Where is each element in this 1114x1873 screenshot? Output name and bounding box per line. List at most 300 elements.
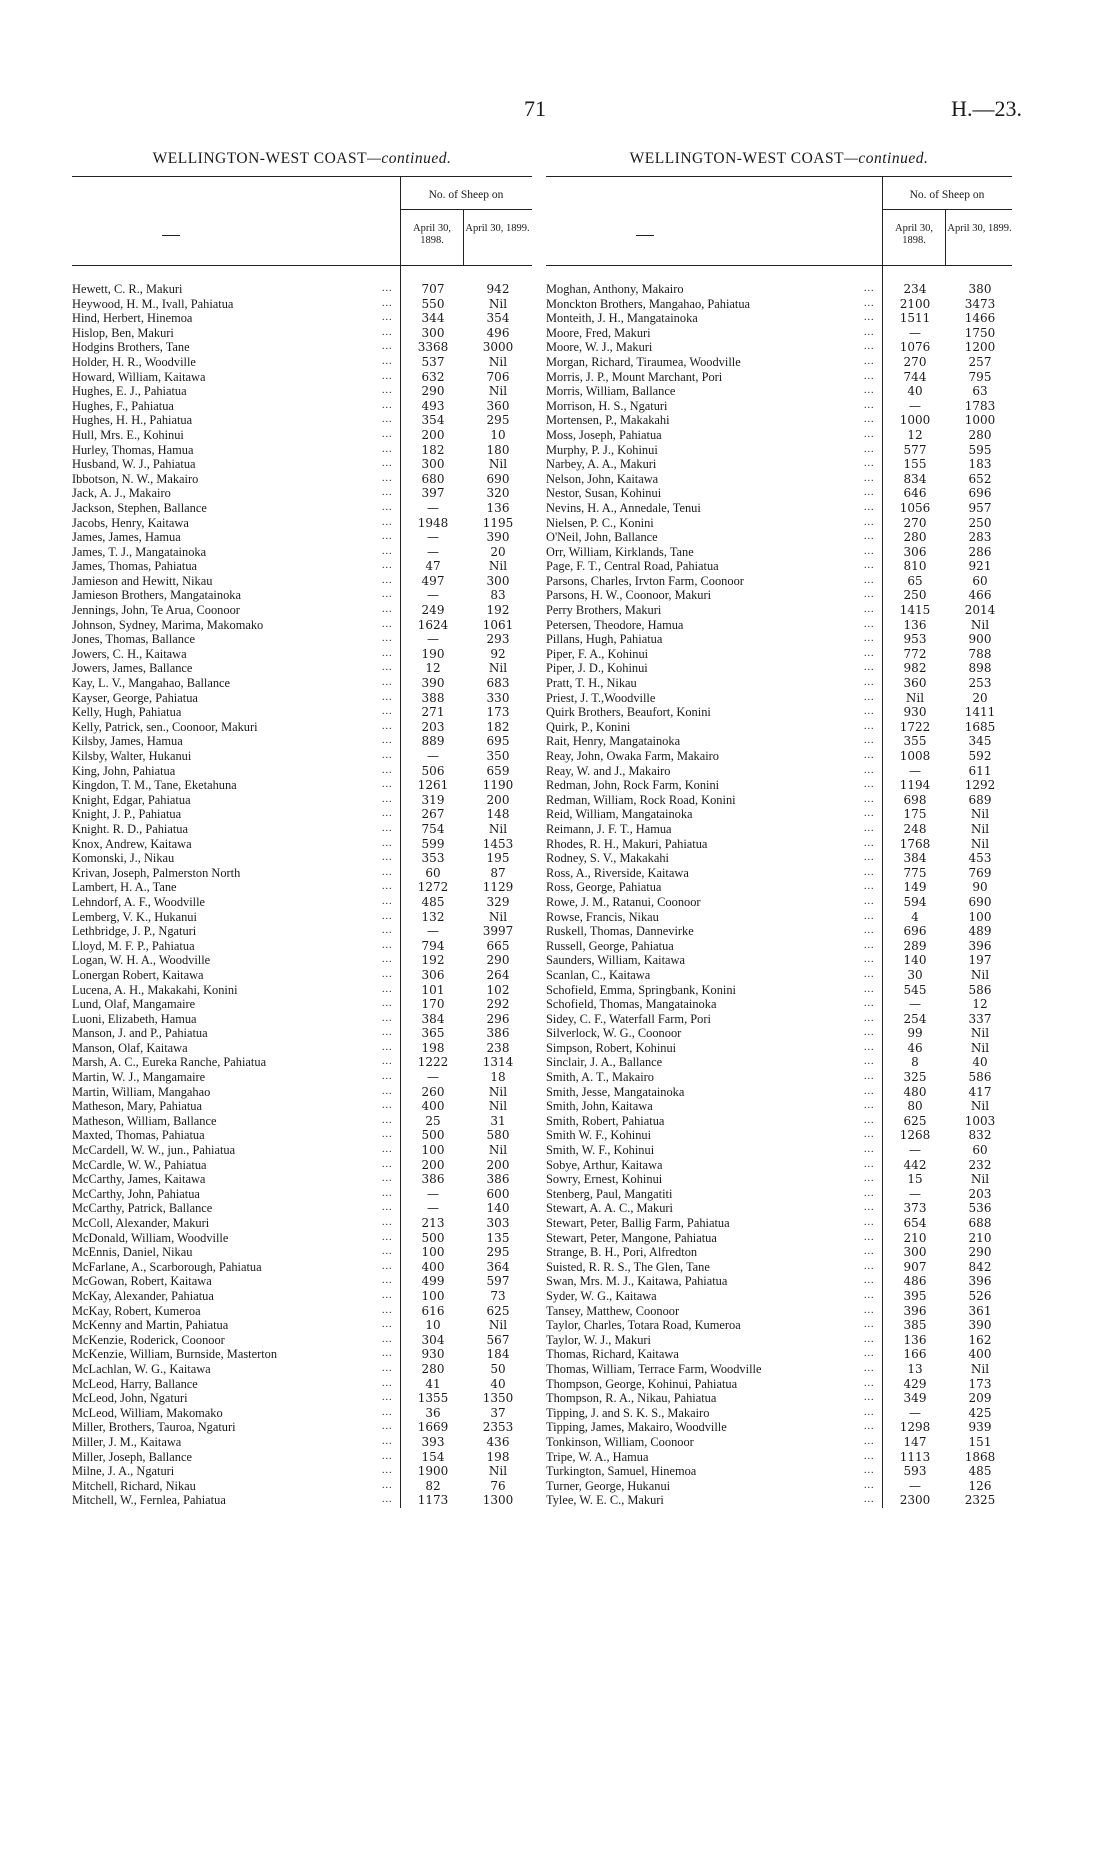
sheep-1898: 12 <box>425 661 441 676</box>
table-row <box>546 1245 1012 1260</box>
sheep-1899: 1783 <box>964 398 996 413</box>
table-row <box>546 1406 1012 1421</box>
sheep-1898: 646 <box>903 486 927 501</box>
owner-name: McLeod, Harry, Ballance <box>72 1376 198 1391</box>
leader-dots: ... <box>864 1202 875 1214</box>
owner-name: Smith, Robert, Pahiatua <box>546 1113 665 1128</box>
table-row <box>72 1245 532 1260</box>
sheep-1899: 296 <box>486 1011 510 1026</box>
sheep-1898: 442 <box>903 1157 927 1172</box>
table-row <box>72 559 532 574</box>
leader-dots: ... <box>382 866 393 878</box>
sheep-1899: 12 <box>972 997 988 1012</box>
leader-dots: ... <box>864 779 875 791</box>
leader-dots: ... <box>382 312 393 324</box>
sheep-1899: 1685 <box>964 719 996 734</box>
owner-name: Silverlock, W. G., Coonoor <box>546 1026 682 1041</box>
leader-dots: ... <box>864 1129 875 1141</box>
sheep-1899: 526 <box>968 1288 992 1303</box>
sheep-1899: 592 <box>968 749 992 763</box>
sheep-1898: 388 <box>421 690 445 705</box>
sheep-1898: 13 <box>907 1361 923 1376</box>
table-row <box>546 588 1012 603</box>
sheep-1899: 50 <box>490 1361 506 1376</box>
leader-dots: ... <box>864 998 875 1010</box>
sheep-1899: 364 <box>486 1259 510 1274</box>
table-row <box>72 983 532 998</box>
sheep-1899: Nil <box>488 821 508 836</box>
sheep-1898: 386 <box>421 1172 445 1187</box>
table-row <box>72 326 532 341</box>
leader-dots: ... <box>382 1041 393 1053</box>
owner-name: Lehndorf, A. F., Woodville <box>72 894 206 909</box>
sheep-1898: 2300 <box>899 1493 931 1508</box>
owner-name: Smith, John, Kaitawa <box>546 1099 653 1114</box>
sheep-1898: 1624 <box>417 617 449 632</box>
sheep-1898: — <box>427 1070 439 1085</box>
table-row <box>546 1143 1012 1158</box>
sheep-1898: 136 <box>903 617 927 632</box>
table-row <box>546 749 1012 764</box>
table-row <box>72 968 532 983</box>
table-row <box>72 1391 532 1406</box>
sheep-1898: 1722 <box>899 719 931 734</box>
owner-name: Tripe, W. A., Hamua <box>546 1449 649 1464</box>
leader-dots: ... <box>382 1348 393 1360</box>
owner-name: Hughes, F., Pahiatua <box>72 398 174 413</box>
sheep-1899: 2353 <box>482 1420 514 1435</box>
leader-dots: ... <box>864 1304 875 1316</box>
owner-name: Maxted, Thomas, Pahiatua <box>72 1128 205 1143</box>
leader-dots: ... <box>382 1144 393 1156</box>
sheep-1898: 210 <box>903 1230 927 1245</box>
sheep-1898: 47 <box>425 559 441 574</box>
owner-name: Hind, Herbert, Hinemoa <box>72 311 193 326</box>
owner-name: Miller, Brothers, Tauroa, Ngaturi <box>72 1420 236 1435</box>
sheep-1898: 155 <box>903 457 927 472</box>
owner-name: McCarthy, John, Pahiatua <box>72 1186 200 1201</box>
sheep-1899: 689 <box>968 792 992 807</box>
left-table-rows <box>72 282 532 1508</box>
sheep-1899: 436 <box>486 1434 510 1449</box>
sheep-1898: 99 <box>907 1026 923 1041</box>
sheep-1899: 2325 <box>964 1493 996 1508</box>
sheep-1898: 234 <box>903 282 927 296</box>
owner-name: Jacobs, Henry, Kaitawa <box>72 515 189 530</box>
owner-name: McColl, Alexander, Makuri <box>72 1216 210 1230</box>
sheep-1898: 149 <box>903 880 927 895</box>
sheep-1898: 772 <box>903 646 927 661</box>
owner-name: Schofield, Emma, Springbank, Konini <box>546 982 736 997</box>
page-number: 71 <box>524 96 546 121</box>
sheep-1899: 586 <box>968 982 992 997</box>
sheep-1898: 1298 <box>899 1420 931 1435</box>
sheep-1899: 31 <box>490 1113 506 1128</box>
sheep-1899: 92 <box>490 646 506 661</box>
leader-dots: ... <box>864 720 875 732</box>
sheep-1899: 203 <box>968 1186 992 1201</box>
table-row <box>72 1289 532 1304</box>
leader-dots: ... <box>382 793 393 805</box>
sheep-1898: 319 <box>421 792 445 807</box>
leader-dots: ... <box>864 1406 875 1418</box>
table-row <box>72 545 532 560</box>
sheep-1898: 192 <box>421 953 445 968</box>
table-row <box>72 720 532 735</box>
table-row <box>546 1318 1012 1333</box>
sheep-1898: 203 <box>421 719 445 734</box>
table-row <box>546 1085 1012 1100</box>
leader-dots: ... <box>864 750 875 761</box>
sheep-1899: 1868 <box>964 1449 996 1464</box>
sheep-1899: 536 <box>968 1201 992 1216</box>
sheep-1899: 390 <box>968 1318 992 1333</box>
sheep-1898: 696 <box>903 924 927 939</box>
owner-name: Sobye, Arthur, Kaitawa <box>546 1157 663 1172</box>
right-header-group: No. of Sheep on <box>909 189 985 201</box>
leader-dots: ... <box>382 910 393 922</box>
leader-dots: ... <box>382 998 393 1010</box>
owner-name: McDonald, William, Woodville <box>72 1230 229 1245</box>
owner-name: Reimann, J. F. T., Hamua <box>546 821 672 836</box>
sheep-1898: 260 <box>421 1084 445 1099</box>
sheep-1898: 82 <box>425 1478 441 1493</box>
sheep-1899: 180 <box>486 442 510 457</box>
sheep-1898: — <box>427 749 439 763</box>
sheep-1899: 238 <box>486 1040 510 1055</box>
table-row <box>546 1128 1012 1143</box>
leader-dots: ... <box>382 647 393 659</box>
sheep-1899: 1350 <box>482 1391 514 1406</box>
sheep-1899: 295 <box>486 1245 510 1260</box>
leader-dots: ... <box>382 1056 393 1068</box>
owner-name: Sinclair, J. A., Ballance <box>546 1055 663 1070</box>
leader-dots: ... <box>864 1027 875 1039</box>
table-row <box>72 516 532 531</box>
table-row <box>72 778 532 793</box>
table-row <box>72 1347 532 1362</box>
leader-dots: ... <box>382 1465 393 1477</box>
sheep-1899: Nil <box>970 1026 990 1041</box>
table-row <box>546 384 1012 399</box>
table-row <box>72 399 532 414</box>
sheep-1898: 30 <box>907 967 923 982</box>
right-column <box>546 150 1012 1508</box>
table-row <box>546 866 1012 881</box>
sheep-1898: 393 <box>421 1434 445 1449</box>
sheep-1898: 325 <box>903 1070 927 1085</box>
sheep-1898: 8 <box>911 1055 919 1070</box>
table-row <box>546 282 1012 297</box>
owner-name: Martin, William, Mangahao <box>72 1084 211 1099</box>
sheep-1898: 1076 <box>899 340 931 355</box>
table-row <box>546 603 1012 618</box>
sheep-1898: 775 <box>903 865 927 880</box>
table-row <box>72 764 532 779</box>
table-row <box>546 1070 1012 1085</box>
leader-dots: ... <box>864 793 875 805</box>
owner-name: Howard, William, Kaitawa <box>72 369 206 384</box>
owner-name: McFarlane, A., Scarborough, Pahiatua <box>72 1259 262 1274</box>
owner-name: Stenberg, Paul, Mangatiti <box>546 1186 673 1201</box>
owner-name: Marsh, A. C., Eureka Ranche, Pahiatua <box>72 1055 267 1070</box>
leader-dots: ... <box>864 618 875 630</box>
table-row <box>72 1420 532 1435</box>
sheep-1899: 652 <box>968 471 992 486</box>
owner-name: Nestor, Susan, Kohinui <box>546 486 662 501</box>
owner-name: Nevins, H. A., Annedale, Tenui <box>546 500 701 515</box>
owner-name: Thomas, Richard, Kaitawa <box>546 1347 679 1362</box>
sheep-1898: — <box>427 1186 439 1201</box>
owner-name: Scanlan, C., Kaitawa <box>546 967 651 982</box>
owner-name: Jackson, Stephen, Ballance <box>72 500 207 515</box>
table-row <box>72 647 532 662</box>
sheep-1898: 136 <box>903 1332 927 1347</box>
owner-name: James, James, Hamua <box>72 530 181 545</box>
owner-name: Knight, J. P., Pahiatua <box>72 807 182 822</box>
owner-name: Kayser, George, Pahiatua <box>72 690 198 705</box>
table-row <box>72 924 532 939</box>
sheep-1899: 60 <box>972 1143 988 1158</box>
table-row <box>72 1012 532 1027</box>
sheep-1898: 680 <box>421 471 445 486</box>
sheep-1898: 1511 <box>899 311 931 326</box>
leader-dots: ... <box>864 487 875 499</box>
owner-name: McKenny and Martin, Pahiatua <box>72 1318 229 1333</box>
leader-dots: ... <box>864 954 875 966</box>
right-table-header <box>546 176 1012 266</box>
sheep-1899: 295 <box>486 413 510 428</box>
leader-dots: ... <box>382 1392 393 1404</box>
leader-dots: ... <box>382 706 393 718</box>
leader-dots: ... <box>864 1465 875 1477</box>
leader-dots: ... <box>864 866 875 878</box>
sheep-1899: 690 <box>968 894 992 909</box>
table-row <box>546 1012 1012 1027</box>
sheep-1899: 330 <box>486 690 510 705</box>
sheep-1899: 795 <box>968 369 992 384</box>
sheep-1899: 1000 <box>964 413 996 428</box>
owner-name: Russell, George, Pahiatua <box>546 938 674 953</box>
owner-name: Luoni, Elizabeth, Hamua <box>72 1011 197 1026</box>
sheep-1898: 354 <box>421 413 445 428</box>
owner-name: McLeod, William, Makomako <box>72 1405 223 1420</box>
sheep-1898: 593 <box>903 1464 927 1479</box>
leader-dots: ... <box>864 1144 875 1156</box>
leader-dots: ... <box>864 1494 875 1506</box>
table-row <box>72 1464 532 1479</box>
right-column-title <box>546 150 1012 176</box>
leader-dots: ... <box>864 983 875 995</box>
sheep-1899: 659 <box>486 763 510 778</box>
leader-dots: ... <box>864 1114 875 1126</box>
owner-name: Manson, J. and P., Pahiatua <box>72 1026 208 1041</box>
owner-name: Quirk Brothers, Beaufort, Konini <box>546 705 711 720</box>
leader-dots: ... <box>382 662 393 674</box>
table-row <box>546 1391 1012 1406</box>
leader-dots: ... <box>382 720 393 732</box>
owner-name: Smith, W. F., Kohinui <box>546 1143 655 1158</box>
owner-name: Jamieson Brothers, Mangatainoka <box>72 588 241 603</box>
table-row <box>546 764 1012 779</box>
table-row <box>72 895 532 910</box>
sheep-1898: 249 <box>421 603 445 618</box>
table-row <box>72 1479 532 1494</box>
leader-dots: ... <box>382 968 393 980</box>
sheep-1899: 3000 <box>482 340 514 355</box>
sheep-1899: 396 <box>968 938 992 953</box>
table-row <box>72 618 532 633</box>
table-row <box>546 632 1012 647</box>
sheep-1898: 1000 <box>899 413 931 428</box>
table-row <box>72 632 532 647</box>
owner-name: Schofield, Thomas, Mangatainoka <box>546 997 717 1012</box>
owner-name: McEnnis, Daniel, Nikau <box>72 1245 193 1260</box>
leader-dots: ... <box>864 939 875 951</box>
table-row <box>546 910 1012 925</box>
table-row <box>546 1099 1012 1114</box>
sheep-1899: 195 <box>486 851 510 866</box>
owner-name: Narbey, A. A., Makuri <box>546 457 657 472</box>
table-row <box>546 1158 1012 1173</box>
owner-name: Quirk, P., Konini <box>546 719 631 734</box>
table-row <box>546 1231 1012 1246</box>
sheep-1899: 453 <box>968 851 992 866</box>
leader-dots: ... <box>864 560 875 572</box>
owner-name: Thompson, R. A., Nikau, Pahiatua <box>546 1391 717 1406</box>
leader-dots: ... <box>382 939 393 951</box>
table-row <box>72 734 532 749</box>
table-row <box>546 924 1012 939</box>
leader-dots: ... <box>864 1173 875 1185</box>
sheep-1899: 162 <box>968 1332 992 1347</box>
sheep-1898: 384 <box>903 851 927 866</box>
owner-name: Tipping, James, Makairo, Woodville <box>546 1420 727 1435</box>
sheep-1898: 100 <box>421 1288 445 1303</box>
leader-dots: ... <box>382 735 393 747</box>
sheep-1898: — <box>909 1405 921 1420</box>
table-row <box>546 530 1012 545</box>
sheep-1899: Nil <box>970 967 990 982</box>
owner-name: Thomas, William, Terrace Farm, Woodville <box>546 1361 762 1376</box>
sheep-1899: 148 <box>486 807 510 822</box>
sheep-1899: 706 <box>486 369 510 384</box>
sheep-1899: Nil <box>970 1040 990 1055</box>
owner-name: Ruskell, Thomas, Dannevirke <box>546 924 694 939</box>
sheep-1899: 900 <box>968 632 992 647</box>
table-row <box>72 1158 532 1173</box>
leader-dots: ... <box>382 1085 393 1097</box>
sheep-1898: — <box>427 924 439 939</box>
sheep-1899: 198 <box>486 1449 510 1464</box>
table-row <box>72 1333 532 1348</box>
sheep-1898: 154 <box>421 1449 445 1464</box>
leader-dots: ... <box>382 954 393 966</box>
sheep-1898: 100 <box>421 1245 445 1260</box>
table-row <box>72 574 532 589</box>
leader-dots: ... <box>382 1435 393 1447</box>
owner-name: Rowe, J. M., Ratanui, Coonoor <box>546 894 701 909</box>
leader-dots: ... <box>382 574 393 586</box>
sheep-1898: 1008 <box>899 749 931 763</box>
sheep-1898: 599 <box>421 836 445 851</box>
sheep-1898: 506 <box>421 763 445 778</box>
table-row <box>546 778 1012 793</box>
sheep-1898: 344 <box>421 311 445 326</box>
owner-name: Ibbotson, N. W., Makairo <box>72 471 199 486</box>
sheep-1898: 306 <box>421 967 445 982</box>
sheep-1898: 100 <box>421 1143 445 1158</box>
sheep-1899: 292 <box>486 997 510 1012</box>
table-row <box>72 866 532 881</box>
owner-name: Taylor, W. J., Makuri <box>546 1332 651 1347</box>
sheep-1899: 280 <box>968 427 992 442</box>
sheep-1898: 353 <box>421 851 445 866</box>
leader-dots: ... <box>382 808 393 820</box>
sheep-1899: Nil <box>488 296 508 311</box>
sheep-1898: 280 <box>421 1361 445 1376</box>
sheep-1899: 135 <box>486 1230 510 1245</box>
sheep-1899: 10 <box>490 427 506 442</box>
leader-dots: ... <box>382 895 393 907</box>
owner-name: Lethbridge, J. P., Ngaturi <box>72 924 197 939</box>
table-row <box>546 618 1012 633</box>
sheep-1898: 46 <box>907 1040 923 1055</box>
sheep-1898: 537 <box>421 354 445 369</box>
table-row <box>72 749 532 764</box>
sheep-1898: 40 <box>907 384 923 399</box>
sheep-1899: 361 <box>968 1303 992 1318</box>
leader-dots: ... <box>864 589 875 601</box>
leader-dots: ... <box>382 1304 393 1316</box>
owner-name: McKay, Alexander, Pahiatua <box>72 1288 214 1303</box>
sheep-1898: 485 <box>421 894 445 909</box>
sheep-1898: 200 <box>421 1157 445 1172</box>
sheep-1898: 10 <box>425 1318 441 1333</box>
table-row <box>546 953 1012 968</box>
leader-dots: ... <box>864 1085 875 1097</box>
leader-dots: ... <box>864 283 875 294</box>
leader-dots: ... <box>864 1319 875 1331</box>
table-row <box>72 1274 532 1289</box>
sheep-1899: 1200 <box>964 340 996 355</box>
leader-dots: ... <box>382 1289 393 1301</box>
owner-name: Hodgins Brothers, Tane <box>72 340 190 355</box>
owner-name: Page, F. T., Central Road, Pahiatua <box>546 559 719 574</box>
sheep-1899: 197 <box>968 953 992 968</box>
sheep-1899: 290 <box>486 953 510 968</box>
leader-dots: ... <box>864 1421 875 1433</box>
sheep-1899: 210 <box>968 1230 992 1245</box>
table-row <box>72 384 532 399</box>
sheep-1899: 957 <box>968 500 992 515</box>
leader-dots: ... <box>382 560 393 572</box>
leader-dots: ... <box>864 735 875 747</box>
sheep-1899: 696 <box>968 486 992 501</box>
owner-name: Thompson, George, Kohinui, Pahiatua <box>546 1376 738 1391</box>
owner-name: Smith, Jesse, Mangatainoka <box>546 1084 685 1099</box>
sheep-1899: 303 <box>486 1216 510 1230</box>
owner-name: Jennings, John, Te Arua, Coonoor <box>72 603 240 618</box>
owner-name: Lund, Olaf, Mangamaire <box>72 997 196 1012</box>
sheep-1899: Nil <box>488 661 508 676</box>
sheep-1898: 25 <box>425 1113 441 1128</box>
leader-dots: ... <box>382 604 393 616</box>
table-row <box>546 1026 1012 1041</box>
table-row <box>72 370 532 385</box>
owner-name: Nielsen, P. C., Konini <box>546 515 654 530</box>
owner-name: Kingdon, T. M., Tane, Eketahuna <box>72 778 237 793</box>
